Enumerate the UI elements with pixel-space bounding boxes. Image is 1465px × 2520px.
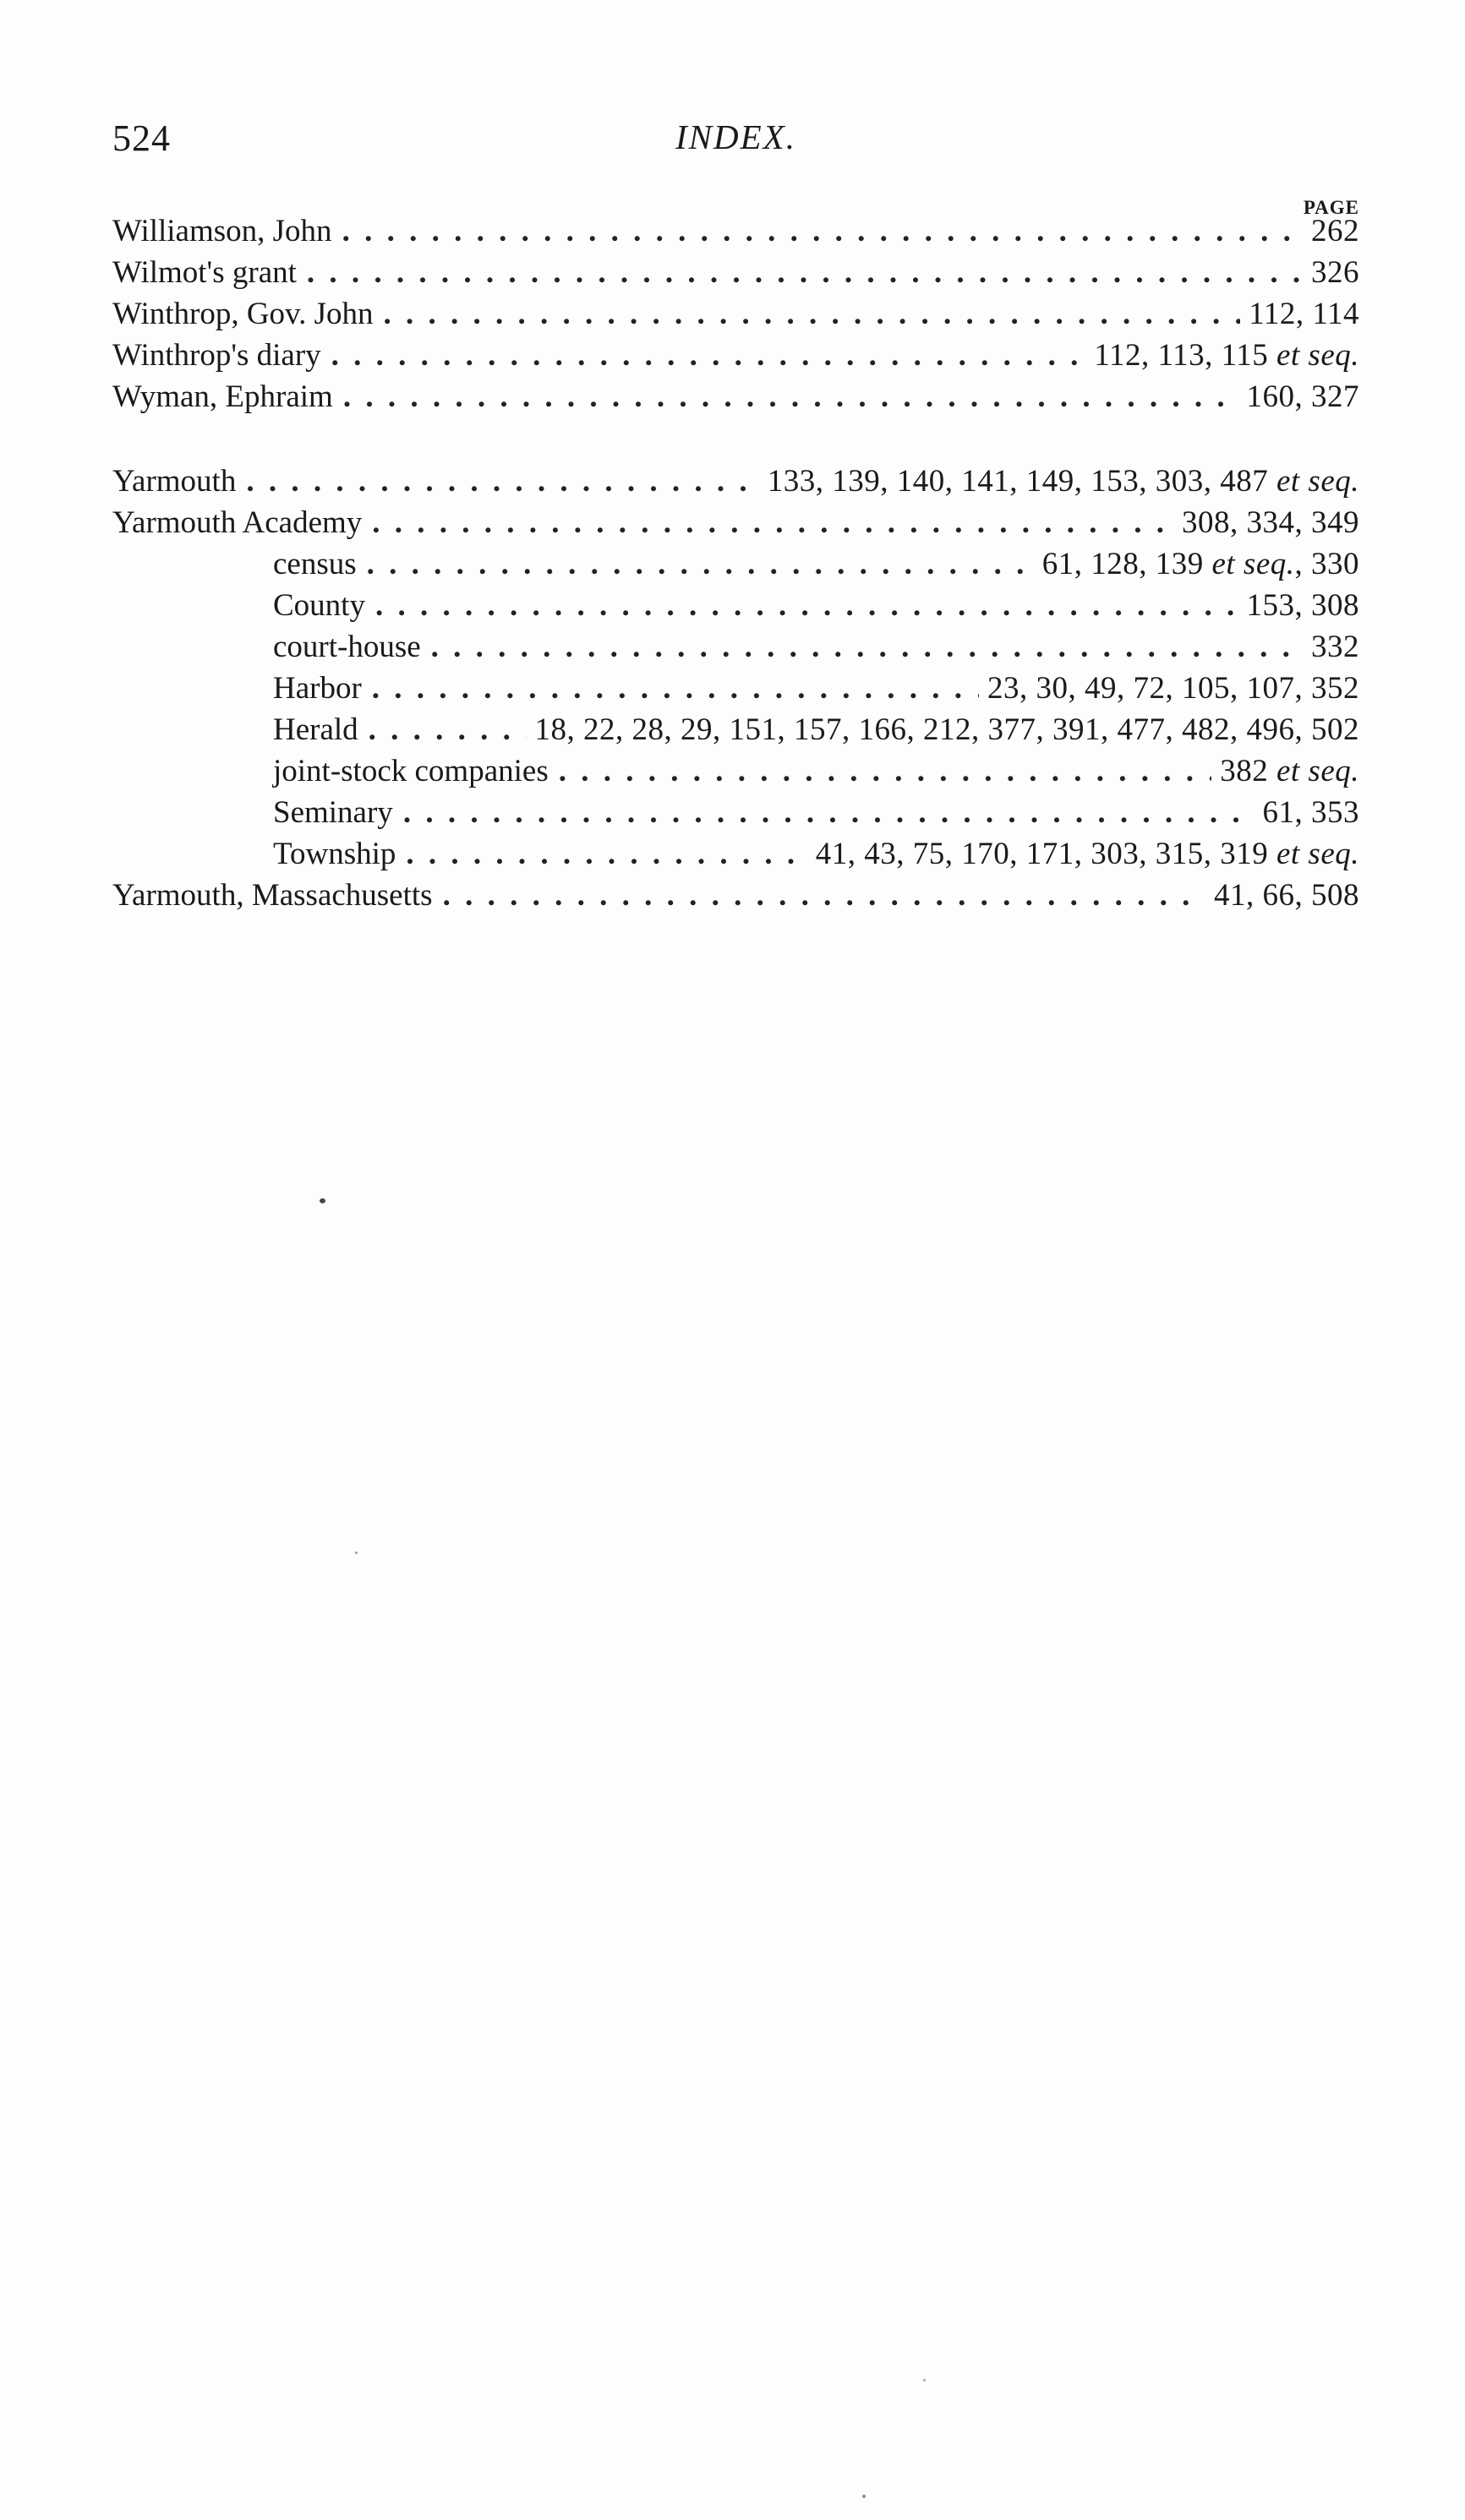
dot-leader xyxy=(307,254,1303,291)
entry-pages: 41, 43, 75, 170, 171, 303, 315, 319 et seq. xyxy=(815,837,1359,871)
entry-pages: 23, 30, 49, 72, 105, 107, 352 xyxy=(987,671,1359,706)
dot-leader xyxy=(372,670,979,706)
page-header xyxy=(112,117,1359,167)
index-entry xyxy=(112,213,1359,254)
entry-pages: 308, 334, 349 xyxy=(1182,505,1359,540)
index-subentry xyxy=(112,670,1359,712)
paper-speck xyxy=(923,2379,926,2381)
dot-leader xyxy=(384,296,1241,332)
index-entry xyxy=(112,379,1359,420)
entry-term: Winthrop, Gov. John xyxy=(112,297,374,331)
dot-leader xyxy=(343,379,1238,415)
dot-leader xyxy=(431,629,1303,665)
dot-leader xyxy=(406,836,806,872)
entry-pages: 133, 139, 140, 141, 149, 153, 303, 487 et seq. xyxy=(767,464,1359,499)
entry-pages: 112, 113, 115 et seq. xyxy=(1094,338,1359,373)
entry-pages: 41, 66, 508 xyxy=(1214,878,1359,913)
paper-speck xyxy=(862,2495,866,2498)
dot-leader xyxy=(342,213,1303,249)
entry-pages: 160, 327 xyxy=(1246,379,1359,414)
entry-term: Wyman, Ephraim xyxy=(112,379,333,414)
index-subentry xyxy=(112,836,1359,877)
dot-leader xyxy=(331,337,1086,374)
page-number: 524 xyxy=(112,117,171,159)
entry-term: Township xyxy=(273,837,396,871)
index-group-w xyxy=(112,213,1359,420)
dot-leader xyxy=(443,877,1205,914)
entry-pages: 61, 353 xyxy=(1262,795,1359,830)
entry-term: Seminary xyxy=(273,795,393,830)
entry-term: Herald xyxy=(273,712,358,747)
entry-term: Yarmouth Academy xyxy=(112,505,363,540)
index-subentry xyxy=(112,546,1359,587)
dot-leader xyxy=(559,753,1211,789)
dot-leader xyxy=(369,712,527,748)
running-title: INDEX. xyxy=(675,117,796,156)
index-subentry xyxy=(112,712,1359,753)
paper-speck xyxy=(355,1552,358,1554)
entry-term: Yarmouth, Massachusetts xyxy=(112,878,433,913)
entry-pages: 262 xyxy=(1311,214,1359,248)
entry-term: court-house xyxy=(273,630,421,664)
index-subentry xyxy=(112,794,1359,836)
entry-term: Yarmouth xyxy=(112,464,237,499)
entry-term: Williamson, John xyxy=(112,214,332,248)
dot-leader xyxy=(375,587,1238,624)
index-entry xyxy=(112,296,1359,337)
entry-pages: 382 et seq. xyxy=(1220,754,1359,788)
dot-leader xyxy=(367,546,1034,582)
entry-term: Wilmot's grant xyxy=(112,255,297,290)
index-entry xyxy=(112,505,1359,546)
entry-term: Winthrop's diary xyxy=(112,338,321,373)
page-column-label: PAGE xyxy=(1303,197,1359,218)
index-subentry xyxy=(112,753,1359,794)
entry-term: Harbor xyxy=(273,671,362,706)
dot-leader xyxy=(246,463,758,499)
index-subentry xyxy=(112,629,1359,670)
entry-pages: 326 xyxy=(1311,255,1359,290)
entry-pages: 153, 308 xyxy=(1246,588,1359,623)
entry-term: joint-stock companies xyxy=(273,754,549,788)
index-entry xyxy=(112,254,1359,296)
index-entry xyxy=(112,337,1359,379)
entry-pages: 332 xyxy=(1311,630,1359,664)
index-group-y xyxy=(112,463,1359,919)
entry-pages: 61, 128, 139 et seq., 330 xyxy=(1041,547,1359,581)
index-subentry xyxy=(112,587,1359,629)
dot-leader xyxy=(372,505,1173,541)
index-entries xyxy=(112,213,1359,919)
index-entry xyxy=(112,463,1359,505)
paper-speck xyxy=(320,1198,325,1203)
entry-pages: 112, 114 xyxy=(1249,297,1359,331)
entry-term: County xyxy=(273,588,365,623)
entry-pages: 18, 22, 28, 29, 151, 157, 166, 212, 377, 391, 477, 482, 496, 502 xyxy=(534,712,1359,747)
index-entry xyxy=(112,877,1359,919)
dot-leader xyxy=(403,794,1255,831)
entry-term: census xyxy=(273,547,357,581)
